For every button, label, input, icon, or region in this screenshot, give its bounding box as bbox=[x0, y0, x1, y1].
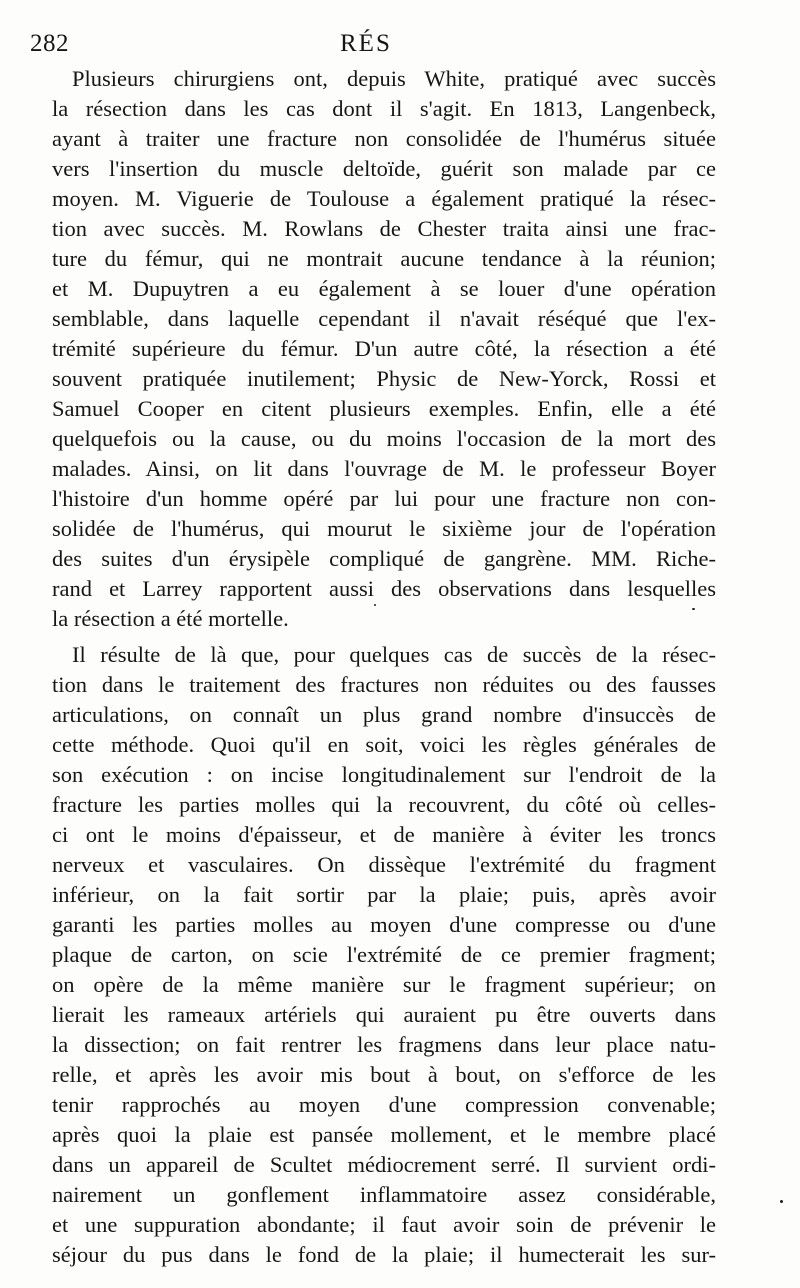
text-line: tion avec succès. M. Rowlans de Chester traita ainsi une frac- bbox=[52, 216, 716, 241]
text-line: tion dans le traitement des fractures non réduites ou des fausses bbox=[52, 672, 716, 697]
text-line: ture du fémur, qui ne montrait aucune tendance à la réunion; bbox=[52, 246, 716, 271]
text-line: solidée de l'humérus, qui mourut le sixième jour de l'opération bbox=[52, 516, 716, 541]
text-line: et une suppuration abondante; il faut avoir soin de prévenir le bbox=[52, 1212, 716, 1237]
text-line: séjour du pus dans le fond de la plaie; il humecterait les sur- bbox=[52, 1242, 716, 1267]
running-head bbox=[30, 30, 720, 64]
text-line: la résection a été mortelle. bbox=[52, 606, 289, 631]
text-line: nerveux et vasculaires. On dissèque l'extrémité du fragment bbox=[52, 852, 716, 877]
text-line: souvent pratiquée inutilement; Physic de New-Yorck, Rossi et bbox=[52, 366, 716, 391]
running-title: RÉS bbox=[340, 30, 392, 57]
text-line: nairement un gonflement inflammatoire assez considérable, bbox=[52, 1182, 716, 1207]
text-line: Samuel Cooper en citent plusieurs exemples. Enfin, elle a été bbox=[52, 396, 716, 421]
text-line: cette méthode. Quoi qu'il en soit, voici les règles générales de bbox=[52, 732, 716, 757]
text-line: relle, et après les avoir mis bout à bout, on s'efforce de les bbox=[52, 1062, 716, 1087]
text-line: rand et Larrey rapportent aussi des observations dans lesquelles bbox=[52, 576, 716, 601]
text-line: inférieur, on la fait sortir par la plaie; puis, après avoir bbox=[52, 882, 716, 907]
text-line: ci ont le moins d'épaisseur, et de manière à éviter les troncs bbox=[52, 822, 716, 847]
text-line: trémité supérieure du fémur. D'un autre côté, la résection a été bbox=[52, 336, 716, 361]
text-line: son exécution : on incise longitudinalement sur l'endroit de la bbox=[52, 762, 716, 787]
text-line: garanti les parties molles au moyen d'une compresse ou d'une bbox=[52, 912, 716, 937]
text-line: la dissection; on fait rentrer les fragmens dans leur place natu- bbox=[52, 1032, 716, 1057]
text-line: fracture les parties molles qui la recouvrent, du côté où celles- bbox=[52, 792, 716, 817]
ink-speck bbox=[692, 608, 695, 610]
text-line: l'histoire d'un homme opéré par lui pour une fracture non con- bbox=[52, 486, 716, 511]
text-line: tenir rapprochés au moyen d'une compression convenable; bbox=[52, 1092, 716, 1117]
text-line: Il résulte de là que, pour quelques cas de succès de la résec- bbox=[72, 642, 716, 667]
page-number: 282 bbox=[30, 30, 69, 57]
text-line: et M. Dupuytren a eu également à se louer d'une opération bbox=[52, 276, 716, 301]
ink-speck bbox=[780, 1200, 783, 1203]
text-line: lierait les rameaux artériels qui auraient pu être ouverts dans bbox=[52, 1002, 716, 1027]
text-line: la résection dans les cas dont il s'agit. En 1813, Langenbeck, bbox=[52, 96, 716, 121]
paragraph-1 bbox=[52, 64, 716, 634]
text-line: des suites d'un érysipèle compliqué de gangrène. MM. Riche- bbox=[52, 546, 716, 571]
text-line: ayant à traiter une fracture non consolidée de l'humérus située bbox=[52, 126, 716, 151]
text-line: semblable, dans laquelle cependant il n'avait réséqué que l'ex- bbox=[52, 306, 716, 331]
text-line: Plusieurs chirurgiens ont, depuis White, pratiqué avec succès bbox=[72, 66, 716, 91]
text-line: après quoi la plaie est pansée mollement, et le membre placé bbox=[52, 1122, 716, 1147]
text-line: quelquefois ou la cause, ou du moins l'occasion de la mort des bbox=[52, 426, 716, 451]
text-line: moyen. M. Viguerie de Toulouse a également pratiqué la résec- bbox=[52, 186, 716, 211]
text-line: malades. Ainsi, on lit dans l'ouvrage de M. le professeur Boyer bbox=[52, 456, 716, 481]
text-line: dans un appareil de Scultet médiocrement serré. Il survient ordi- bbox=[52, 1152, 716, 1177]
paragraph-2 bbox=[52, 640, 716, 1270]
text-line: on opère de la même manière sur le fragment supérieur; on bbox=[52, 972, 716, 997]
text-line: articulations, on connaît un plus grand nombre d'insuccès de bbox=[52, 702, 716, 727]
ink-speck bbox=[374, 604, 376, 606]
body-text bbox=[52, 64, 716, 1270]
text-line: plaque de carton, on scie l'extrémité de ce premier fragment; bbox=[52, 942, 716, 967]
text-line: vers l'insertion du muscle deltoïde, guérit son malade par ce bbox=[52, 156, 716, 181]
